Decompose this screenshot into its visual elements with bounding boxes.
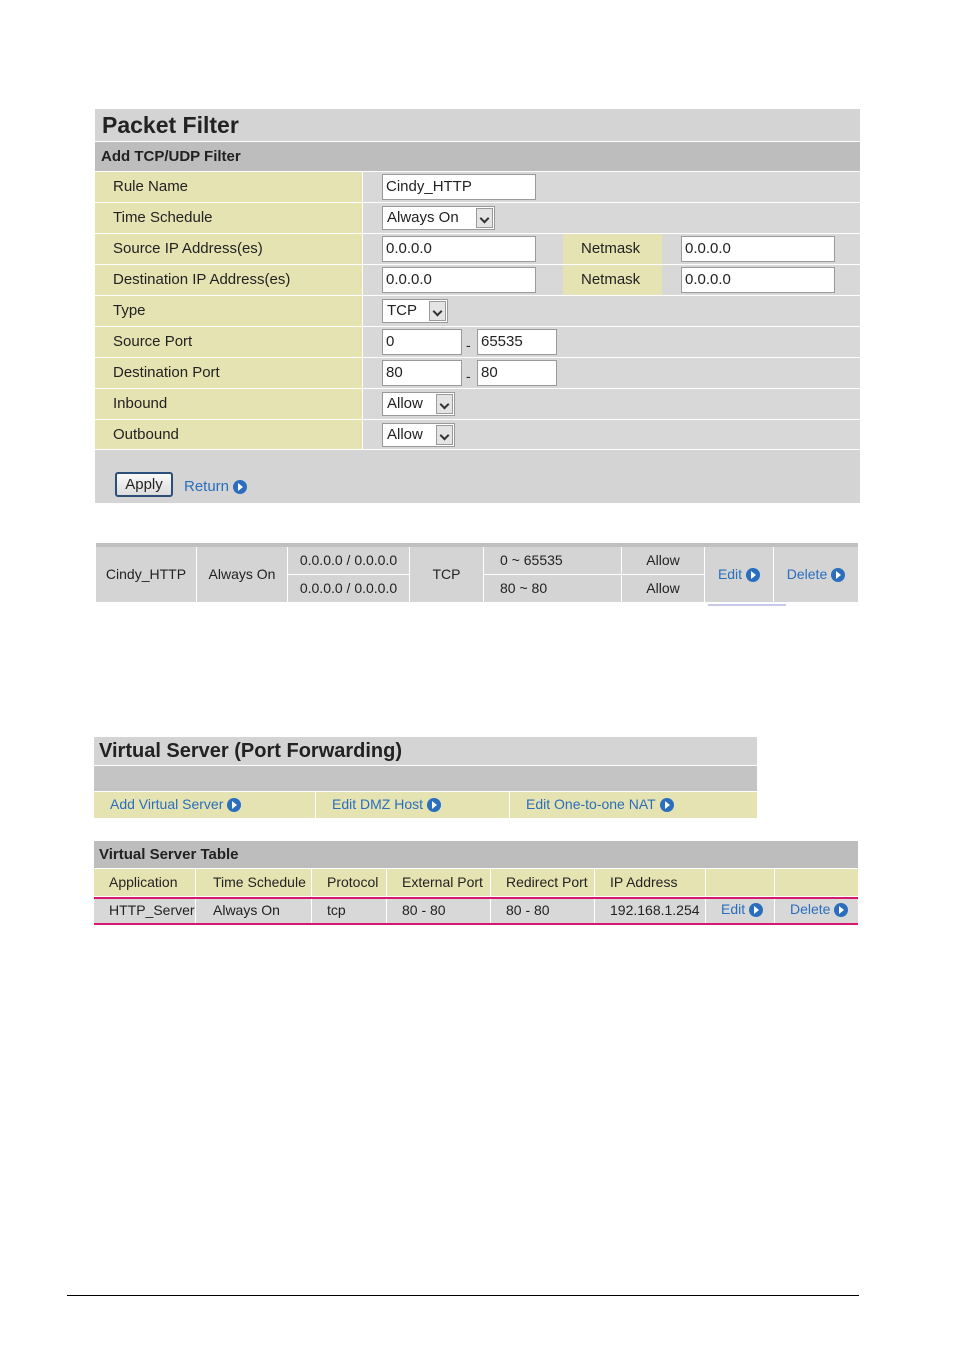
column-header-delete: [775, 869, 858, 896]
return-link-label: Return: [184, 478, 230, 495]
rule-edit-link[interactable]: [705, 547, 773, 602]
row-divider: [95, 295, 860, 296]
row-divider: [95, 202, 860, 203]
dest-netmask-label: Netmask: [563, 265, 662, 295]
row-divider: [95, 233, 860, 234]
dest-ip-label: Destination IP Address(es): [95, 265, 362, 295]
inbound-value: Allow: [387, 395, 423, 412]
rule-name-label: Rule Name: [95, 172, 362, 202]
row-divider: [95, 357, 860, 358]
chevron-down-icon[interactable]: [429, 301, 446, 321]
vs-external-port-cell: 80 - 80: [387, 899, 490, 923]
outbound-select[interactable]: [382, 423, 455, 447]
source-ip-input[interactable]: 0.0.0.0: [382, 236, 536, 262]
range-dash: -: [466, 337, 471, 353]
rule-src-port-cell: 0 ~ 65535: [484, 547, 621, 574]
time-schedule-label: Time Schedule: [95, 203, 362, 233]
column-header-redirect-port: Redirect Port: [491, 869, 594, 896]
rule-dst-port-cell: 80 ~ 80: [484, 575, 621, 602]
virtual-server-table-title: Virtual Server Table: [94, 841, 858, 868]
vs-schedule-cell: Always On: [196, 899, 311, 923]
source-port-label: Source Port: [95, 327, 362, 357]
row-divider: [95, 388, 860, 389]
chevron-down-icon[interactable]: [436, 394, 453, 414]
edit-nat-label: Edit One-to-one NAT: [526, 796, 656, 812]
vs-redirect-port-cell: 80 - 80: [491, 899, 594, 923]
rule-inbound-cell: Allow: [622, 547, 704, 574]
arrow-right-icon: [233, 480, 247, 494]
edit-nat-link[interactable]: [510, 792, 757, 818]
source-netmask-input[interactable]: 0.0.0.0: [681, 236, 835, 262]
chevron-down-icon[interactable]: [476, 208, 493, 228]
arrow-right-icon: [834, 903, 848, 917]
row-highlight-bottom: [94, 923, 858, 925]
inbound-label: Inbound: [95, 389, 362, 419]
source-port-from-input[interactable]: 0: [382, 329, 462, 355]
source-ip-label: Source IP Address(es): [95, 234, 362, 264]
range-dash: -: [466, 368, 471, 384]
row-divider: [95, 326, 860, 327]
row-divider: [95, 264, 860, 265]
rule-outbound-cell: Allow: [622, 575, 704, 602]
delete-link-label: Delete: [786, 566, 828, 582]
rule-protocol-cell: TCP: [410, 547, 483, 602]
column-header-protocol: Protocol: [312, 869, 386, 896]
vs-protocol-cell: tcp: [312, 899, 386, 923]
vs-edit-link[interactable]: [706, 899, 774, 923]
action-bar: [95, 450, 860, 503]
type-value: TCP: [387, 302, 417, 319]
time-schedule-value: Always On: [387, 209, 459, 226]
arrow-right-icon: [749, 903, 763, 917]
add-virtual-server-link[interactable]: [94, 792, 315, 818]
vs-delete-link[interactable]: [775, 899, 858, 923]
arrow-right-icon: [227, 798, 241, 812]
arrow-right-icon: [746, 568, 760, 582]
time-schedule-select[interactable]: [382, 206, 495, 230]
dest-port-from-input[interactable]: 80: [382, 360, 462, 386]
edit-underline: [708, 604, 786, 606]
vs-application-cell: HTTP_Server: [94, 899, 195, 923]
arrow-right-icon: [427, 798, 441, 812]
vs-edit-label: Edit: [721, 901, 746, 917]
column-header-edit: [706, 869, 774, 896]
rule-delete-link[interactable]: [774, 547, 858, 602]
page-footer-rule: [67, 1295, 859, 1296]
dest-ip-input[interactable]: 0.0.0.0: [382, 267, 536, 293]
arrow-right-icon: [831, 568, 845, 582]
rule-dst-ip-cell: 0.0.0.0 / 0.0.0.0: [288, 575, 409, 602]
inbound-select[interactable]: [382, 392, 455, 416]
column-header-application: Application: [94, 869, 195, 896]
virtual-server-title: Virtual Server (Port Forwarding): [94, 737, 757, 765]
column-header-schedule: Time Schedule: [196, 869, 311, 896]
source-netmask-label: Netmask: [563, 234, 662, 264]
vs-ip-address-cell: 192.168.1.254: [595, 899, 705, 923]
return-link[interactable]: [184, 478, 247, 495]
section-title: Add TCP/UDP Filter: [95, 142, 860, 171]
rule-name-input[interactable]: Cindy_HTTP: [382, 174, 536, 200]
add-virtual-server-label: Add Virtual Server: [110, 796, 224, 812]
rule-src-ip-cell: 0.0.0.0 / 0.0.0.0: [288, 547, 409, 574]
column-header-external-port: External Port: [387, 869, 490, 896]
dest-netmask-input[interactable]: 0.0.0.0: [681, 267, 835, 293]
type-label: Type: [95, 296, 362, 326]
arrow-right-icon: [660, 798, 674, 812]
source-port-to-input[interactable]: 65535: [477, 329, 557, 355]
apply-button[interactable]: Apply: [115, 472, 173, 497]
virtual-server-subbar: [94, 766, 757, 791]
dest-port-to-input[interactable]: 80: [477, 360, 557, 386]
page-title: Packet Filter: [95, 109, 860, 141]
column-header-ip-address: IP Address: [595, 869, 705, 896]
type-select[interactable]: [382, 299, 448, 323]
rule-name-cell: Cindy_HTTP: [96, 547, 196, 602]
edit-dmz-host-link[interactable]: [316, 792, 509, 818]
row-divider: [95, 419, 860, 420]
edit-dmz-host-label: Edit DMZ Host: [332, 796, 424, 812]
dest-port-label: Destination Port: [95, 358, 362, 388]
chevron-down-icon[interactable]: [436, 425, 453, 445]
column-divider: [362, 172, 363, 449]
outbound-label: Outbound: [95, 420, 362, 449]
rule-schedule-cell: Always On: [197, 547, 287, 602]
edit-link-label: Edit: [717, 566, 743, 582]
outbound-value: Allow: [387, 426, 423, 443]
vs-delete-label: Delete: [790, 901, 831, 917]
